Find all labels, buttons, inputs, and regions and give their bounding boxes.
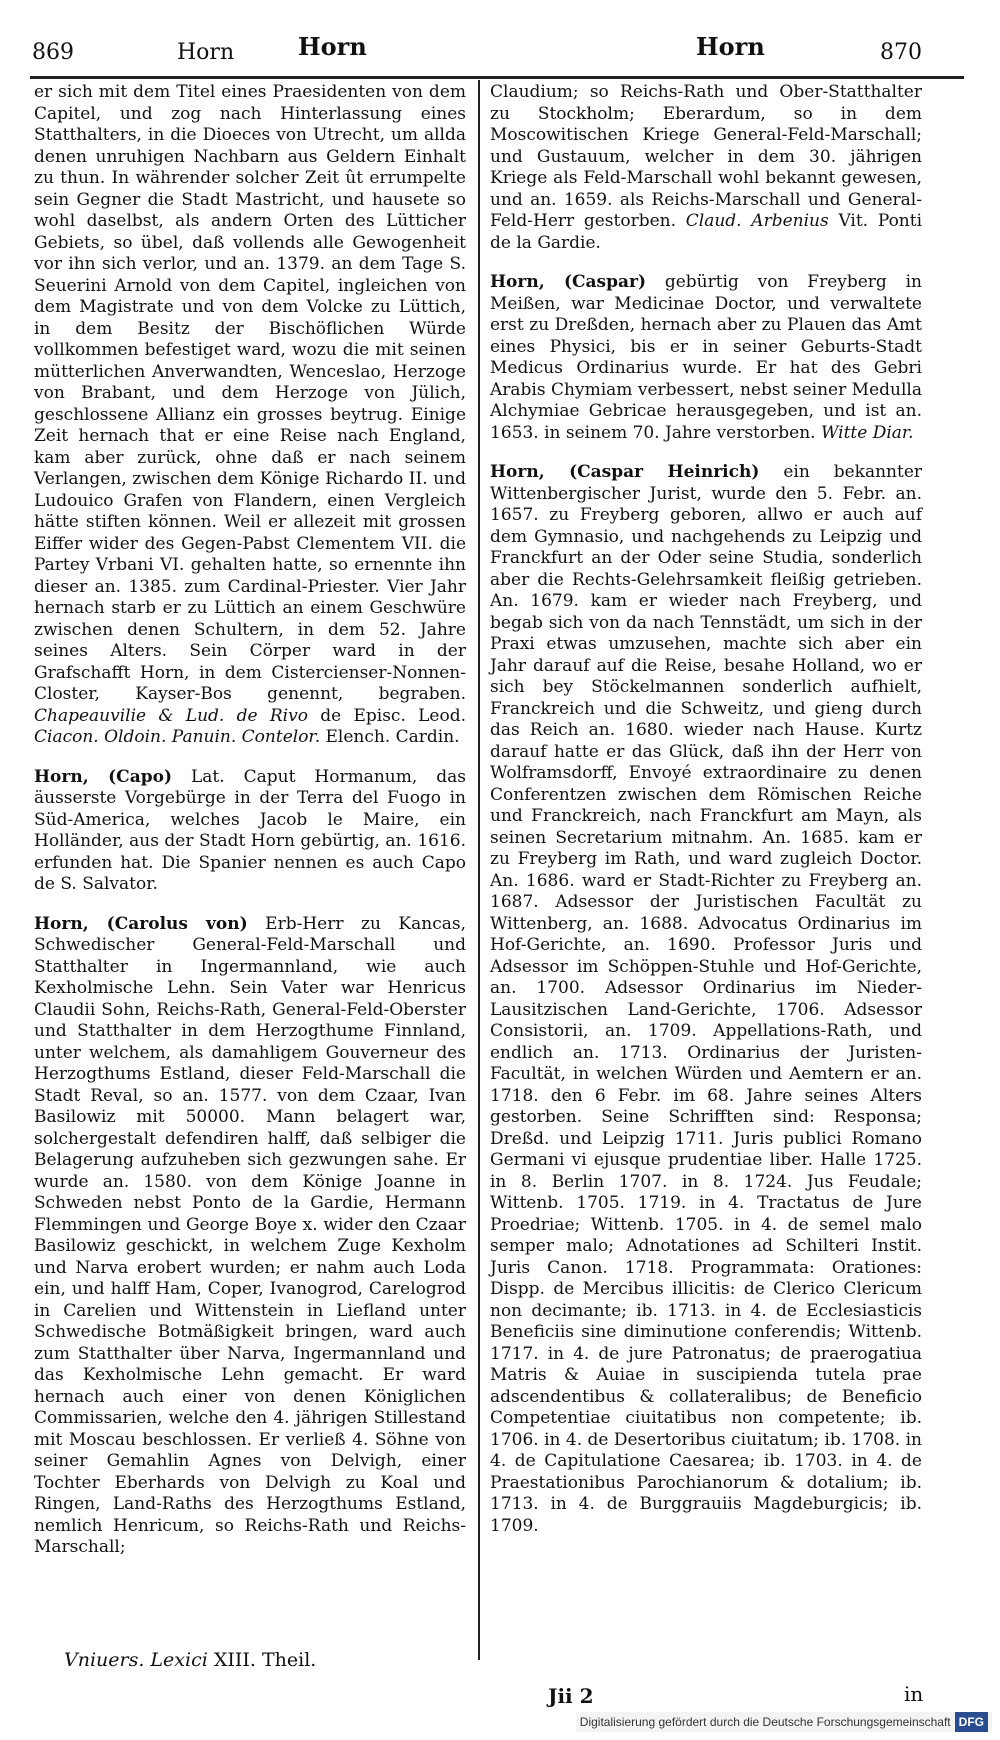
entry-text: Lat. Caput Hormanum, das äusserste Vorgebürge in der Terra del Fuogo in Süd-America, welches Jacob le Maire, ein Holländer, aus der Stadt Horn gebürtig, an. 1616. erfunden hat. Die Spanier nennen es auch Capo de S. Salvator.	[34, 766, 466, 894]
right-page-number: 870	[880, 40, 922, 65]
entry-text: er sich mit dem Titel eines Praesidenten von dem Capitel, und zog nach Hinterlassung eines Statthalters, in die Dioeces von Utrecht, um allda denen unruhigen Nachbarn aus Geldern Einhalt zu thun. In währender solcher Zeit ût errumpelte sein Gegner die Stadt Mastricht, und hausete so wohl daselbst, als andern Orten des Lütticher Gebiets, so übel, daß vollends alle Gewogenheit vor ihn sich verlor, und an. 1379. an dem Tage S. Seuerini Arnold von dem Capitel, ingleichen von dem Magistrate und von dem Volcke zu Lüttich, in dem Besitz der Bischöflichen Würde vollkommen befestiget ward, wozu die mit seinen mütterlichen Anverwandten, Wenceslao, Herzoge von Brabant, und dem Herzoge von Jülich, geschlossene Allianz ein grosses beytrug. Einige Zeit hernach that er eine Reise nach England, kam aber zurück, ohne daß er nach seinem Verlangen, zwischen dem Könige Richardo II. und Ludouico Grafen von Flandern, einen Vergleich hätte stiften können. Weil er allezeit mit grossen Eiffer wider des Gegen-Pabst Clementem VII. die Partey Vrbani VI. gehalten hatte, so ernennte ihn dieser an. 1385. zum Cardinal-Priester. Vier Jahr hernach starb er zu Lüttich an einem Geschwüre zwischen denen Schultern, in dem 52. Jahre seines Alters. Sein Cörper ward in der Grafschafft Horn, in dem Cistercienser-Nonnen-Closter, Kayser-Bos genennt, begraben.	[34, 82, 466, 704]
entry-horn-carolus	[34, 914, 466, 1559]
entry-text: ein bekannter Wittenbergischer Jurist, wurde den 5. Febr. an. 1657. zu Freyberg geboren, allwo er auch auf dem Gymnasio, und nachgehends zu Leipzig und Franckfurt an der Oder seine Studia, sonderlich aber die Rechts-Gelehrsamkeit fleißig getrieben. An. 1679. kam er wieder nach Freyberg, und begab sich von da nach Tennstädt, um sich in der Praxi etwas umzusehen, machte sich aber ein Jahr darauf auf die Reise, besahe Holland, wo er sich bey Stöckelmannen sonderlich aufhielt, Franckreich und die Schweitz, und gieng durch das Reich an. 1680. wieder nach Hause. Kurtz darauf hatte er das Glück, daß ihn der Herr von Wolframsdorff, Envoyé extraordinaire zu denen Conferentzen zwischen dem Römischen Reiche und Franckreich, nach Franckfurt am Mayn, als seinen Secretarium mitnahm. An. 1685. kam er zu Freyberg im Rath, und ward zugleich Doctor. An. 1686. ward er Stadt-Richter zu Freyberg an. 1687. Adsessor der Juristischen Facultät zu Wittenberg, an. 1688. Advocatus Ordinarius im Hof-Gerichte, an. 1690. Professor Juris und Adsessor im Schöppen-Stuhle und Hof-Gerichte, an. 1700. Adsessor Ordinarius im Nieder-Lausitzischen Land-Gerichte, 1706. Adsessor Consistorii, an. 1709. Appellations-Rath, und endlich an. 1713. Ordinarius der Juristen-Facultät, in welchen Würden und Aemtern er an. 1718. den 6 Febr. im 68. Jahre seines Alters gestorben. Seine Schrifften sind: Responsa; Dreßd. und Leipzig 1711. Juris publici Romano Germani vi ejusque prudentiae liber. Halle 1725. in 8. Berlin 1707. in 8. 1724. Jus Feudale; Wittenb. 1705. 1719. in 4. Tractatus de Jure Proedriae; Wittenb. 1705. in 4. de semel malo semper malo; Adnotationes ad Schilteri Instit. Juris Canon. 1718. Programmata: Orationes: Dispp. de Mercibus illicitis: de Clerico Clericum non decimante; ib. 1713. in 4. de Ecclesiasticis Beneficiis sine diminutione conferendis; Wittenb. 1717. in 4. de jure Patronatus; de praerogatiua Matris & Auiae in suscipienda tutela prae adscendentibus & collateralibus; de Beneficio Competentiae ciuitatibus non competente; ib. 1706. in 4. de Desertoribus ciuitatum; ib. 1708. in 4. de Capitulatione Caesarea; ib. 1703. in 4. de Praestationibus Parochianorum & dotalium; ib. 1713. in 4. de Burggrauiis Magdeburgicis; ib. 1709.	[490, 462, 923, 1536]
page-header	[0, 22, 1000, 82]
digitization-note: Digitalisierung gefördert durch die Deutsche Forschungsgemeinschaft	[579, 1715, 951, 1729]
entry-continuation-carolus	[490, 82, 922, 254]
entry-citation-2: Ciacon. Oldoin. Panuin. Contelor.	[34, 727, 321, 747]
digitization-credit	[576, 1712, 992, 1732]
right-running-title: Horn	[696, 32, 765, 61]
entry-headword: Horn, (Caspar)	[490, 272, 647, 292]
right-column	[490, 82, 922, 1555]
signature-mark: Jii 2	[548, 1684, 594, 1708]
entry-citation-tail: Vit. Ponti de la Gardie.	[490, 211, 923, 253]
entry-headword: Horn, (Capo)	[34, 766, 172, 787]
entry-continuation-arnold	[34, 82, 466, 749]
entry-citation: Chapeauvilie & Lud. de Rivo	[34, 705, 308, 726]
volume-title: Vniuers. Lexici	[64, 1649, 208, 1671]
left-running-title: Horn	[298, 32, 367, 61]
dfg-logo-icon: DFG	[955, 1712, 988, 1732]
entry-citation: Witte Diar.	[820, 422, 914, 443]
left-column	[34, 82, 466, 1577]
entry-horn-caspar-heinrich	[490, 462, 922, 1537]
entry-text: Claudium; so Reichs-Rath und Ober-Statthalter zu Stockholm; Eberardum, so in dem Moscowitischen Kriege General-Feld-Marschall; und Gustauum, welcher in dem 30. jährigen Kriege als Feld-Marschall wohl bekannt gewesen, und an. 1659. als Reichs-Marschall und General-Feld-Herr gestorben.	[490, 82, 922, 231]
entry-citation-tail-2: Elench. Cardin.	[325, 727, 460, 747]
entry-citation-tail: de Episc. Leod.	[320, 705, 467, 726]
left-page-number: 869	[32, 40, 74, 65]
entry-text: gebürtig von Freyberg in Meißen, war Medicinae Doctor, und verwaltete erst zu Dreßden, hernach aber zu Plauen das Amt eines Physici, bis er in seiner Geburts-Stadt Medicus Ordinarius wurde. Er hat des Gebri Arabis Chymiam verbessert, nebst seiner Medulla Alchymiae Gebricae herausgegeben, und ist an. 1653. in seinem 70. Jahre verstorben.	[490, 272, 922, 443]
catchword: in	[904, 1682, 924, 1706]
entry-horn-caspar	[490, 272, 922, 444]
entry-horn-capo	[34, 767, 466, 896]
volume-footer	[64, 1649, 316, 1671]
left-running-label: Horn	[177, 40, 235, 65]
column-divider	[478, 80, 480, 1660]
entry-citation: Claud. Arbenius	[685, 211, 829, 231]
volume-part: XIII. Theil.	[213, 1649, 317, 1671]
header-rule	[30, 76, 964, 79]
entry-headword: Horn, (Caspar Heinrich)	[490, 462, 760, 482]
entry-text: Erb-Herr zu Kancas, Schwedischer General-Feld-Marschall und Statthalter in Ingermannland, wie auch Kexholmische Lehn. Sein Vater war Henricus Claudii Sohn, Reichs-Rath, General-Feld-Oberster und Statthalter in dem Herzogthume Finnland, unter welchem, als damahligem Gouverneur des Herzogthums Estland, dieser Feld-Marschall die Stadt Reval, so an. 1577. von dem Czaar, Ivan Basilowiz mit 50000. Mann belagert war, solchergestalt defendiren halff, daß selbiger die Belagerung aufzuheben sich gezwungen sahe. Er wurde an. 1580. von dem Könige Joanne in Schweden nebst Ponto de la Gardie, Hermann Flemmingen und George Boye x. wider den Czaar Basilowiz geschickt, in welchem Zuge Kexholm und Narva erobert wurden; er nahm auch Loda ein, und halff Ham, Coper, Ivanogrod, Carelogrod in Carelien und Wittenstein in Liefland unter Schwedische Botmäßigkeit bringen, ward auch zum Statthalter über Narva, Ingermannland und das Kexholmische Lehn gemacht. Er ward hernach auch einer von denen Königlichen Commissarien, welche den 4. jährigen Stillestand mit Moscau beschlossen. Er verließ 4. Söhne von seiner Gemahlin Agnes von Delvigh, einer Tochter Eberhards von Delvigh zu Koal und Ringen, Land-Raths des Herzogthums Estland, nemlich Henricum, so Reichs-Rath und Reichs-Marschall;	[34, 913, 466, 1557]
entry-headword: Horn, (Carolus von)	[34, 913, 248, 934]
